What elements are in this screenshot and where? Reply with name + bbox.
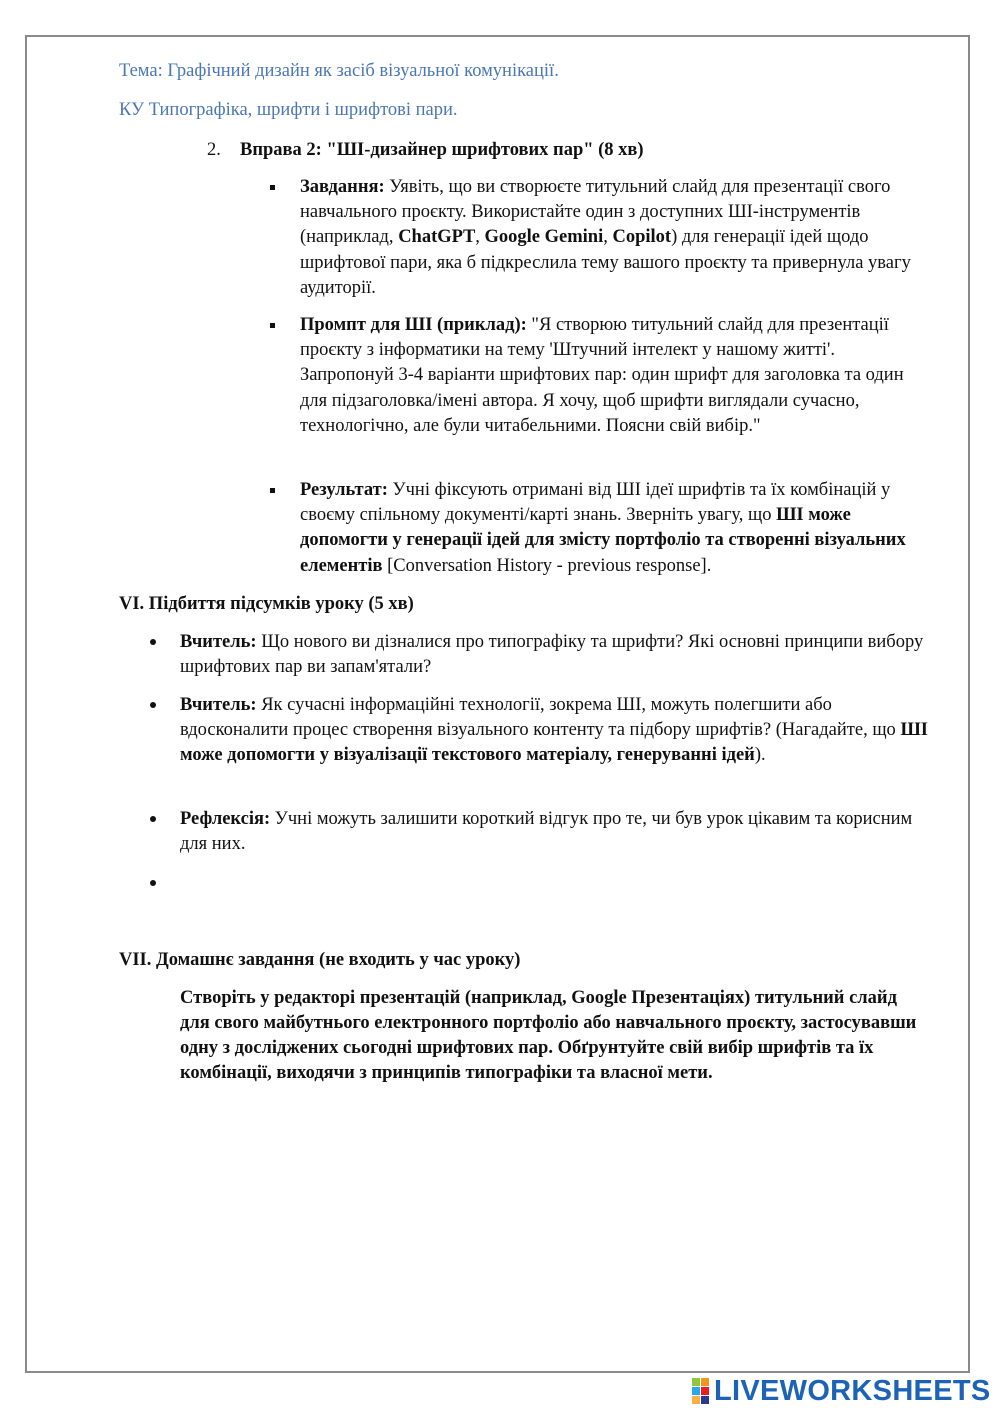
- bullet-icon: [150, 639, 156, 645]
- item-bold: ChatGPT: [398, 227, 476, 248]
- exercise-title-text: Вправа 2: "ШІ-дизайнер шрифтових пар" (8 хв): [240, 140, 644, 160]
- homework-text: Створіть у редакторі презентацій (наприклад, Google Презентаціях) титульний слайд для свого майбутнього електронного портфоліо або навчального проєкту, застосувавши одну з досліджених сьогодні шрифтових пар. Обґрунтуйте свій вибір шрифтів та їх комбінації, виходячи з принципів типографіки та власної мети.: [180, 988, 917, 1083]
- section-7-title: VII. Домашнє завдання (не входить у час уроку): [119, 950, 521, 970]
- item-label: Завдання:: [300, 177, 385, 197]
- ku-line: КУ Типографіка, шрифти і шрифтові пари.: [119, 100, 458, 120]
- exercise-item-prompt: [300, 313, 932, 439]
- section-6-title: VI. Підбиття підсумків уроку (5 хв): [119, 594, 414, 614]
- item-label: Рефлексія:: [180, 809, 271, 829]
- exercise-title: [207, 138, 644, 163]
- item-text: ,: [475, 227, 485, 248]
- item-text: [Conversation History - previous response].: [382, 555, 712, 576]
- summary-item-teacher-2: [180, 693, 930, 768]
- item-text: Учні можуть залишити короткий відгук про те, чи був урок цікавим та корисним для них.: [180, 809, 913, 854]
- summary-item-reflection: [180, 807, 930, 857]
- item-bold: Copilot: [612, 227, 672, 248]
- logo-square: [692, 1378, 700, 1386]
- item-bold: Google Gemini: [484, 227, 604, 248]
- logo-text: LIVEWORKSHEETS: [714, 1374, 991, 1407]
- summary-item-teacher-1: [180, 630, 930, 680]
- summary-item-empty: [180, 871, 930, 896]
- exercise-item-result: [300, 478, 932, 579]
- item-text: Уявіть, що ви створюєте титульний слайд для презентації свого навчального проєкту. Використайте один з доступних ШІ-інструментів (наприклад,: [300, 177, 891, 248]
- logo-mark-icon: [692, 1378, 709, 1404]
- item-text: "Я створюю титульний слайд для презентації проєкту з інформатики на тему 'Штучний інтелект у нашому житті'. Запропонуй 3-4 варіанти шрифтових пар: один шрифт для заголовка та один для підзаголовка/імені автора. Я хочу, щоб шрифти виглядали сучасно, технологічно, але були читабельними. Поясни свій вибір.": [300, 315, 904, 436]
- item-text: ) для генерації ідей щодо шрифтової пари, яка б підкреслила тему вашого проєкту та привернула увагу аудиторії.: [300, 227, 911, 298]
- square-bullet-icon: [270, 185, 275, 190]
- item-text: Учні фіксують отримані від ШІ ідеї шрифтів та їх комбінацій у своєму спільному документі/карті знань. Зверніть увагу, що: [300, 480, 891, 526]
- item-text: Як сучасні інформаційні технології, зокрема ШІ, можуть полегшити або вдосконалити процес створення візуального контенту та підбору шрифтів? (Нагадайте, що: [180, 695, 901, 740]
- exercise-item-task: [300, 175, 932, 301]
- logo-square: [692, 1387, 700, 1395]
- square-bullet-icon: [270, 488, 275, 493]
- bullet-icon: [150, 702, 156, 708]
- item-text: Що нового ви дізналися про типографіку та шрифти? Які основні принципи вибору шрифтових пар ви запам'ятали?: [180, 632, 924, 677]
- item-bold: ШІ може допомогти у візуалізації текстового матеріалу, генеруванні ідей: [180, 720, 928, 765]
- item-label: Промпт для ШІ (приклад):: [300, 315, 527, 335]
- liveworksheets-logo: [692, 1376, 991, 1406]
- topic-line: Тема: Графічний дизайн як засіб візуальної комунікації.: [119, 61, 559, 81]
- bullet-icon: [150, 880, 156, 886]
- item-label: Вчитель:: [180, 695, 257, 715]
- exercise-number: 2.: [207, 140, 221, 160]
- item-text: ,: [603, 227, 613, 248]
- square-bullet-icon: [270, 323, 275, 328]
- item-text: ).: [754, 745, 766, 765]
- item-bold: ШІ може допомогти у генерації ідей для змісту портфоліо та створенні візуальних елементів: [300, 505, 906, 576]
- logo-square: [692, 1396, 700, 1404]
- bullet-icon: [150, 816, 156, 822]
- item-label: Вчитель:: [180, 632, 257, 652]
- logo-square: [701, 1387, 709, 1395]
- item-label: Результат:: [300, 480, 388, 500]
- logo-square: [701, 1378, 709, 1386]
- logo-square: [701, 1396, 709, 1404]
